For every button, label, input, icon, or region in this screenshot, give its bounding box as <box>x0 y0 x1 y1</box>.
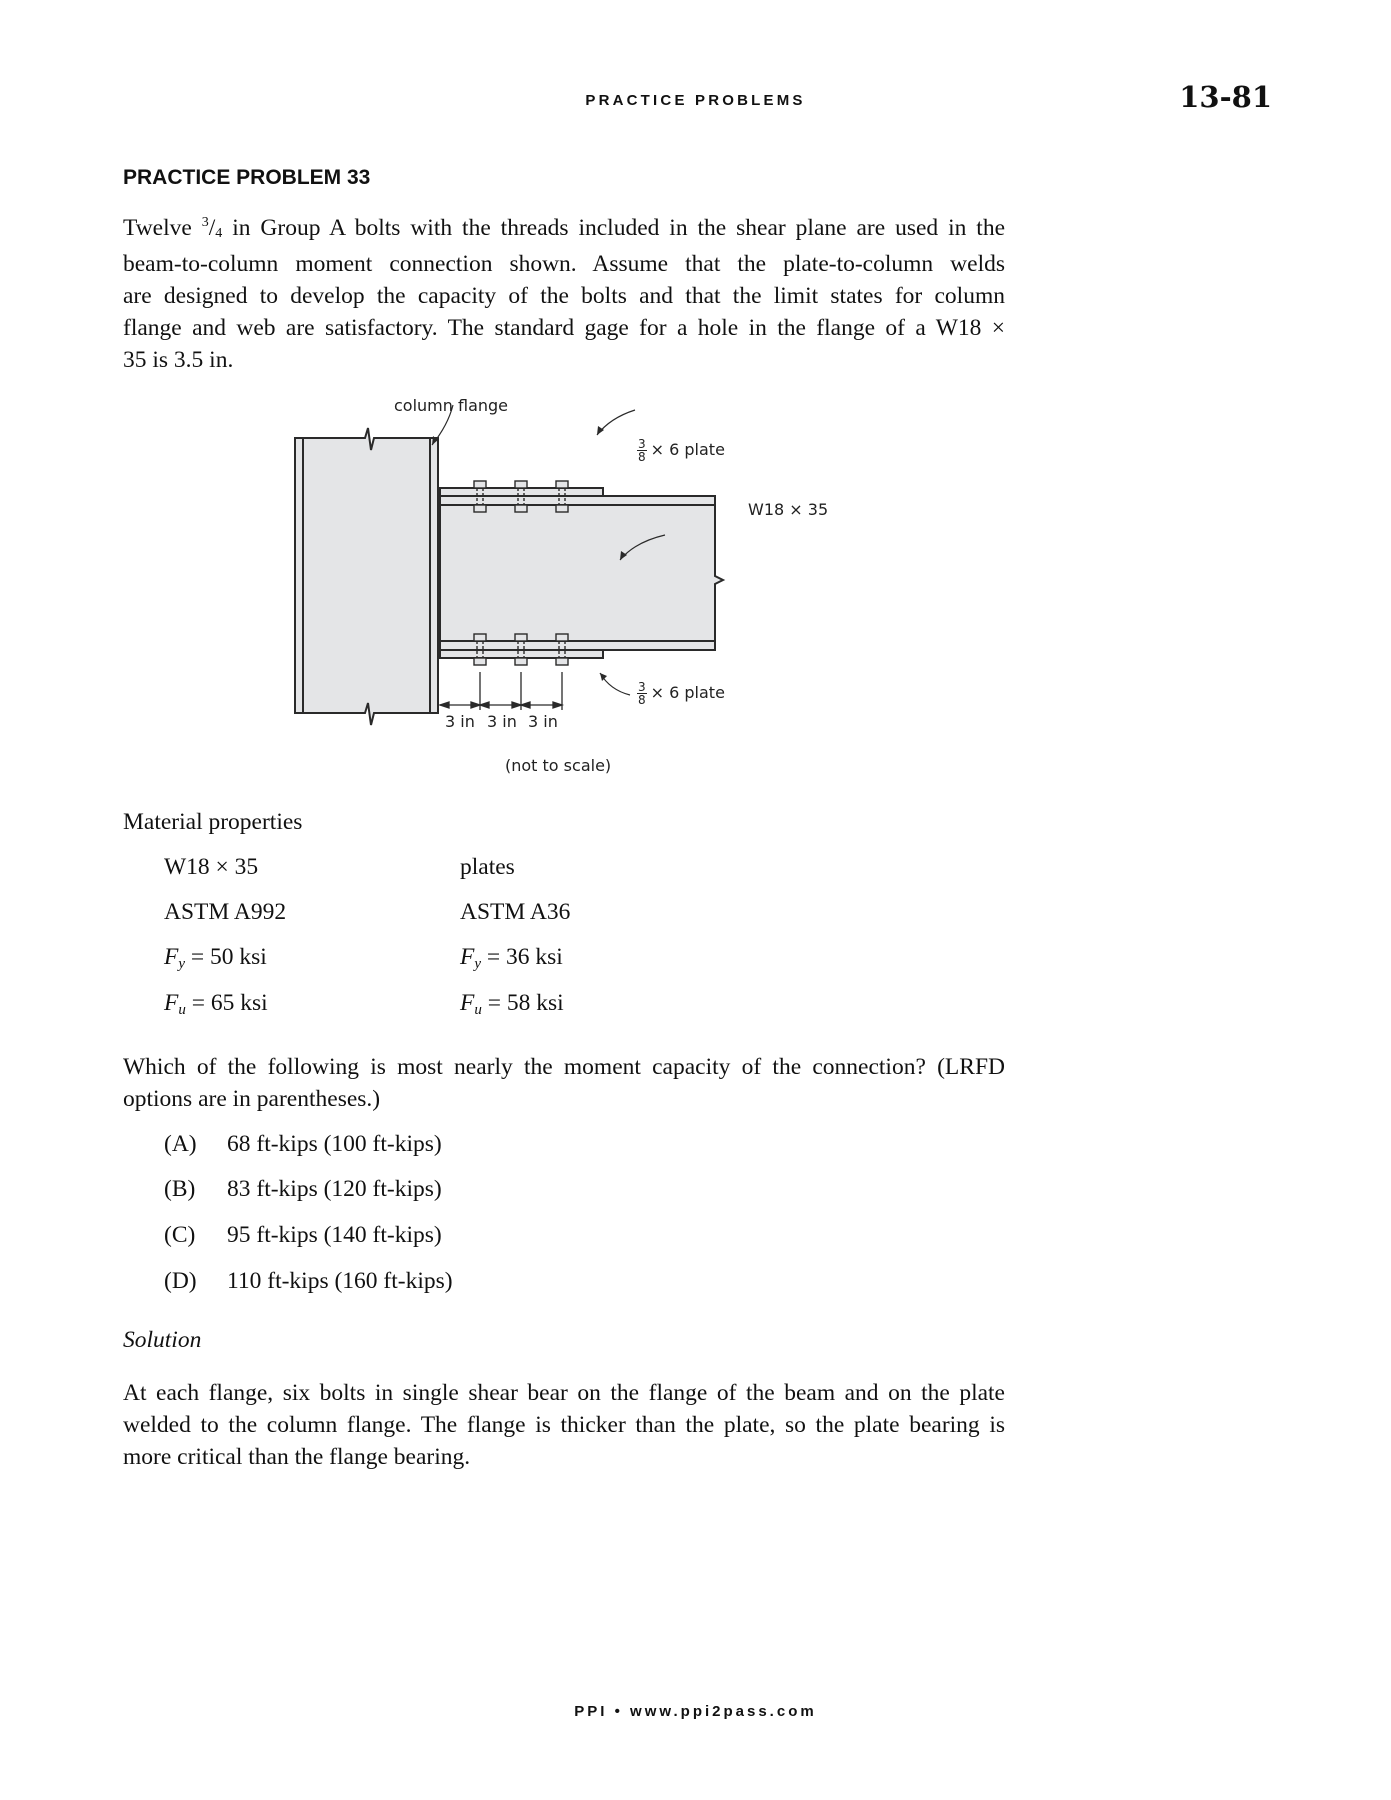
dimension-1: 3 in <box>445 712 475 731</box>
question-text <box>123 1051 1005 1115</box>
option-d-text: 110 ft-kips (160 ft-kips) <box>227 1268 453 1294</box>
option-a[interactable] <box>164 1128 442 1160</box>
fraction-denominator: 4 <box>215 226 223 241</box>
material-plates-fy: Fy = 36 ksi <box>460 944 563 972</box>
solution-line-1: At each flange, six bolts in single shear bear on the flange of the beam and on the plate <box>123 1380 1005 1406</box>
material-w18-fu: Fu = 65 ksi <box>164 990 268 1018</box>
option-b-text: 83 ft-kips (120 ft-kips) <box>227 1176 442 1202</box>
question-line-1: Which of the following is most nearly the moment capacity of the connection? (LRFD <box>123 1054 1005 1080</box>
beam <box>440 496 723 650</box>
bottom-plate-fraction: $\frac{3}{8}$ <box>638 680 646 707</box>
top-plate-leader <box>597 410 635 435</box>
statement-line-2: beam-to-column moment connection shown. Assume that the plate-to-column welds <box>123 251 1005 277</box>
not-to-scale-note: (not to scale) <box>505 756 612 775</box>
column-flange-label: column flange <box>394 396 509 415</box>
statement-line-3: are designed to develop the capacity of the bolts and that the limit states for column <box>123 283 1005 309</box>
material-w18-spec: ASTM A992 <box>164 899 287 925</box>
beam-label: W18 × 35 <box>748 500 829 519</box>
option-a-letter: (A) <box>164 1131 197 1157</box>
dimension-2: 3 in <box>487 712 517 731</box>
column <box>295 428 438 725</box>
statement-line-1: Twelve $^3$/4 in Group A bolts with the threads included in the shear plane are used in the <box>123 215 1006 241</box>
solution-text <box>123 1377 1005 1473</box>
option-d[interactable] <box>164 1265 453 1297</box>
dimension-3: 3 in <box>528 712 558 731</box>
material-w18-name: W18 × 35 <box>164 854 259 880</box>
top-plate-label: $\frac{3}{8}$ × 6 plate <box>638 437 725 464</box>
statement-line-4: flange and web are satisfactory. The standard gage for a hole in the flange of a W18 × <box>123 315 1005 341</box>
top-plate-fraction: $\frac{3}{8}$ <box>638 437 646 464</box>
statement-line-5: 35 is 3.5 in. <box>123 347 234 373</box>
option-b[interactable] <box>164 1173 442 1205</box>
option-c-text: 95 ft-kips (140 ft-kips) <box>227 1222 442 1248</box>
option-a-text: 68 ft-kips (100 ft-kips) <box>227 1131 442 1157</box>
top-plate <box>440 488 603 496</box>
connection-diagram <box>280 390 860 780</box>
option-c-letter: (C) <box>164 1222 196 1248</box>
material-w18-fy: Fy = 50 ksi <box>164 944 267 972</box>
bottom-plate <box>440 650 603 658</box>
footer: PPI • www.ppi2pass.com <box>574 1703 817 1720</box>
solution-heading: Solution <box>123 1327 202 1353</box>
connection-drawing <box>280 390 860 780</box>
page-number: 13-81 <box>1179 80 1272 114</box>
running-head: PRACTICE PROBLEMS <box>585 92 806 109</box>
solution-line-2: welded to the column flange. The flange is thicker than the plate, so the plate bearing is <box>123 1412 1005 1438</box>
question-line-2: options are in parentheses.) <box>123 1086 381 1112</box>
solution-line-3: more critical than the flange bearing. <box>123 1444 471 1470</box>
material-plates-spec: ASTM A36 <box>460 899 571 925</box>
fraction-numerator: 3 <box>201 215 209 230</box>
materials-heading: Material properties <box>123 809 303 835</box>
option-c[interactable] <box>164 1219 442 1251</box>
bottom-plate-label: $\frac{3}{8}$ × 6 plate <box>638 680 725 707</box>
option-b-letter: (B) <box>164 1176 196 1202</box>
problem-title: PRACTICE PROBLEM 33 <box>123 166 371 189</box>
option-d-letter: (D) <box>164 1268 197 1294</box>
material-plates-name: plates <box>460 854 515 880</box>
material-plates-fu: Fu = 58 ksi <box>460 990 564 1018</box>
problem-statement <box>123 212 1005 376</box>
